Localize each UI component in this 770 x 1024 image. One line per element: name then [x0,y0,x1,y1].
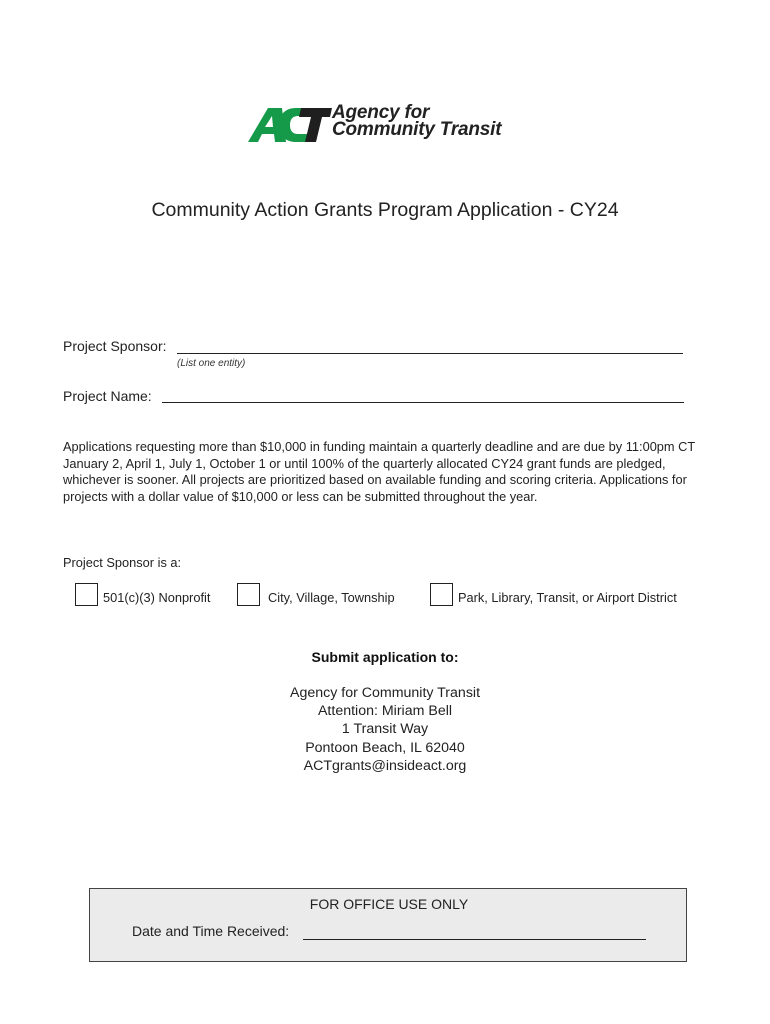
act-logo [246,104,518,146]
district-option-label: Park, Library, Transit, or Airport District [458,590,677,605]
submit-heading: Submit application to: [311,649,459,665]
address-attention: Attention: Miriam Bell [317,703,453,720]
logo-name-line1: Agency for [332,102,430,123]
nonprofit-checkbox[interactable] [75,583,98,606]
date-received-label: Date and Time Received: [132,923,290,939]
project-sponsor-field[interactable] [177,353,683,354]
nonprofit-option-label: 501(c)(3) Nonprofit [103,590,211,605]
municipality-checkbox[interactable] [237,583,260,606]
sponsor-type-label: Project Sponsor is a: [63,555,182,570]
logo-name-line2: Community Transit [332,119,502,140]
office-use-title: FOR OFFICE USE ONLY [309,896,469,912]
act-logo-mark-icon [246,106,332,144]
municipality-option-label: City, Village, Township [268,590,395,605]
submit-address [0,684,770,775]
address-city: Pontoon Beach, IL 62040 [305,739,465,756]
project-sponsor-label: Project Sponsor: [63,338,167,354]
project-sponsor-hint: (List one entity) [177,358,246,369]
page-title: Community Action Grants Program Application - CY24 [151,199,619,221]
instructions-paragraph: Applications requesting more than $10,000 in funding maintain a quarterly deadline and are due by 11:00pm CT January 2, April 1, July 1, October 1 or until 100% of the quarterly allocated CY24 grant funds are pledged, whichever is sooner. All projects are prioritized based on available funding and scoring criteria. Applications for projects with a dollar value of $10,000 or less can be submitted throughout the year. [63,439,695,504]
logo-name [332,104,501,138]
office-use-box [89,888,687,962]
address-street: 1 Transit Way [341,721,429,738]
project-name-field[interactable] [162,402,684,403]
project-name-label: Project Name: [63,388,152,404]
district-checkbox[interactable] [430,583,453,606]
date-received-field[interactable] [303,939,646,940]
address-email: ACTgrants@insideact.org [303,757,467,774]
address-org: Agency for Community Transit [289,685,481,701]
